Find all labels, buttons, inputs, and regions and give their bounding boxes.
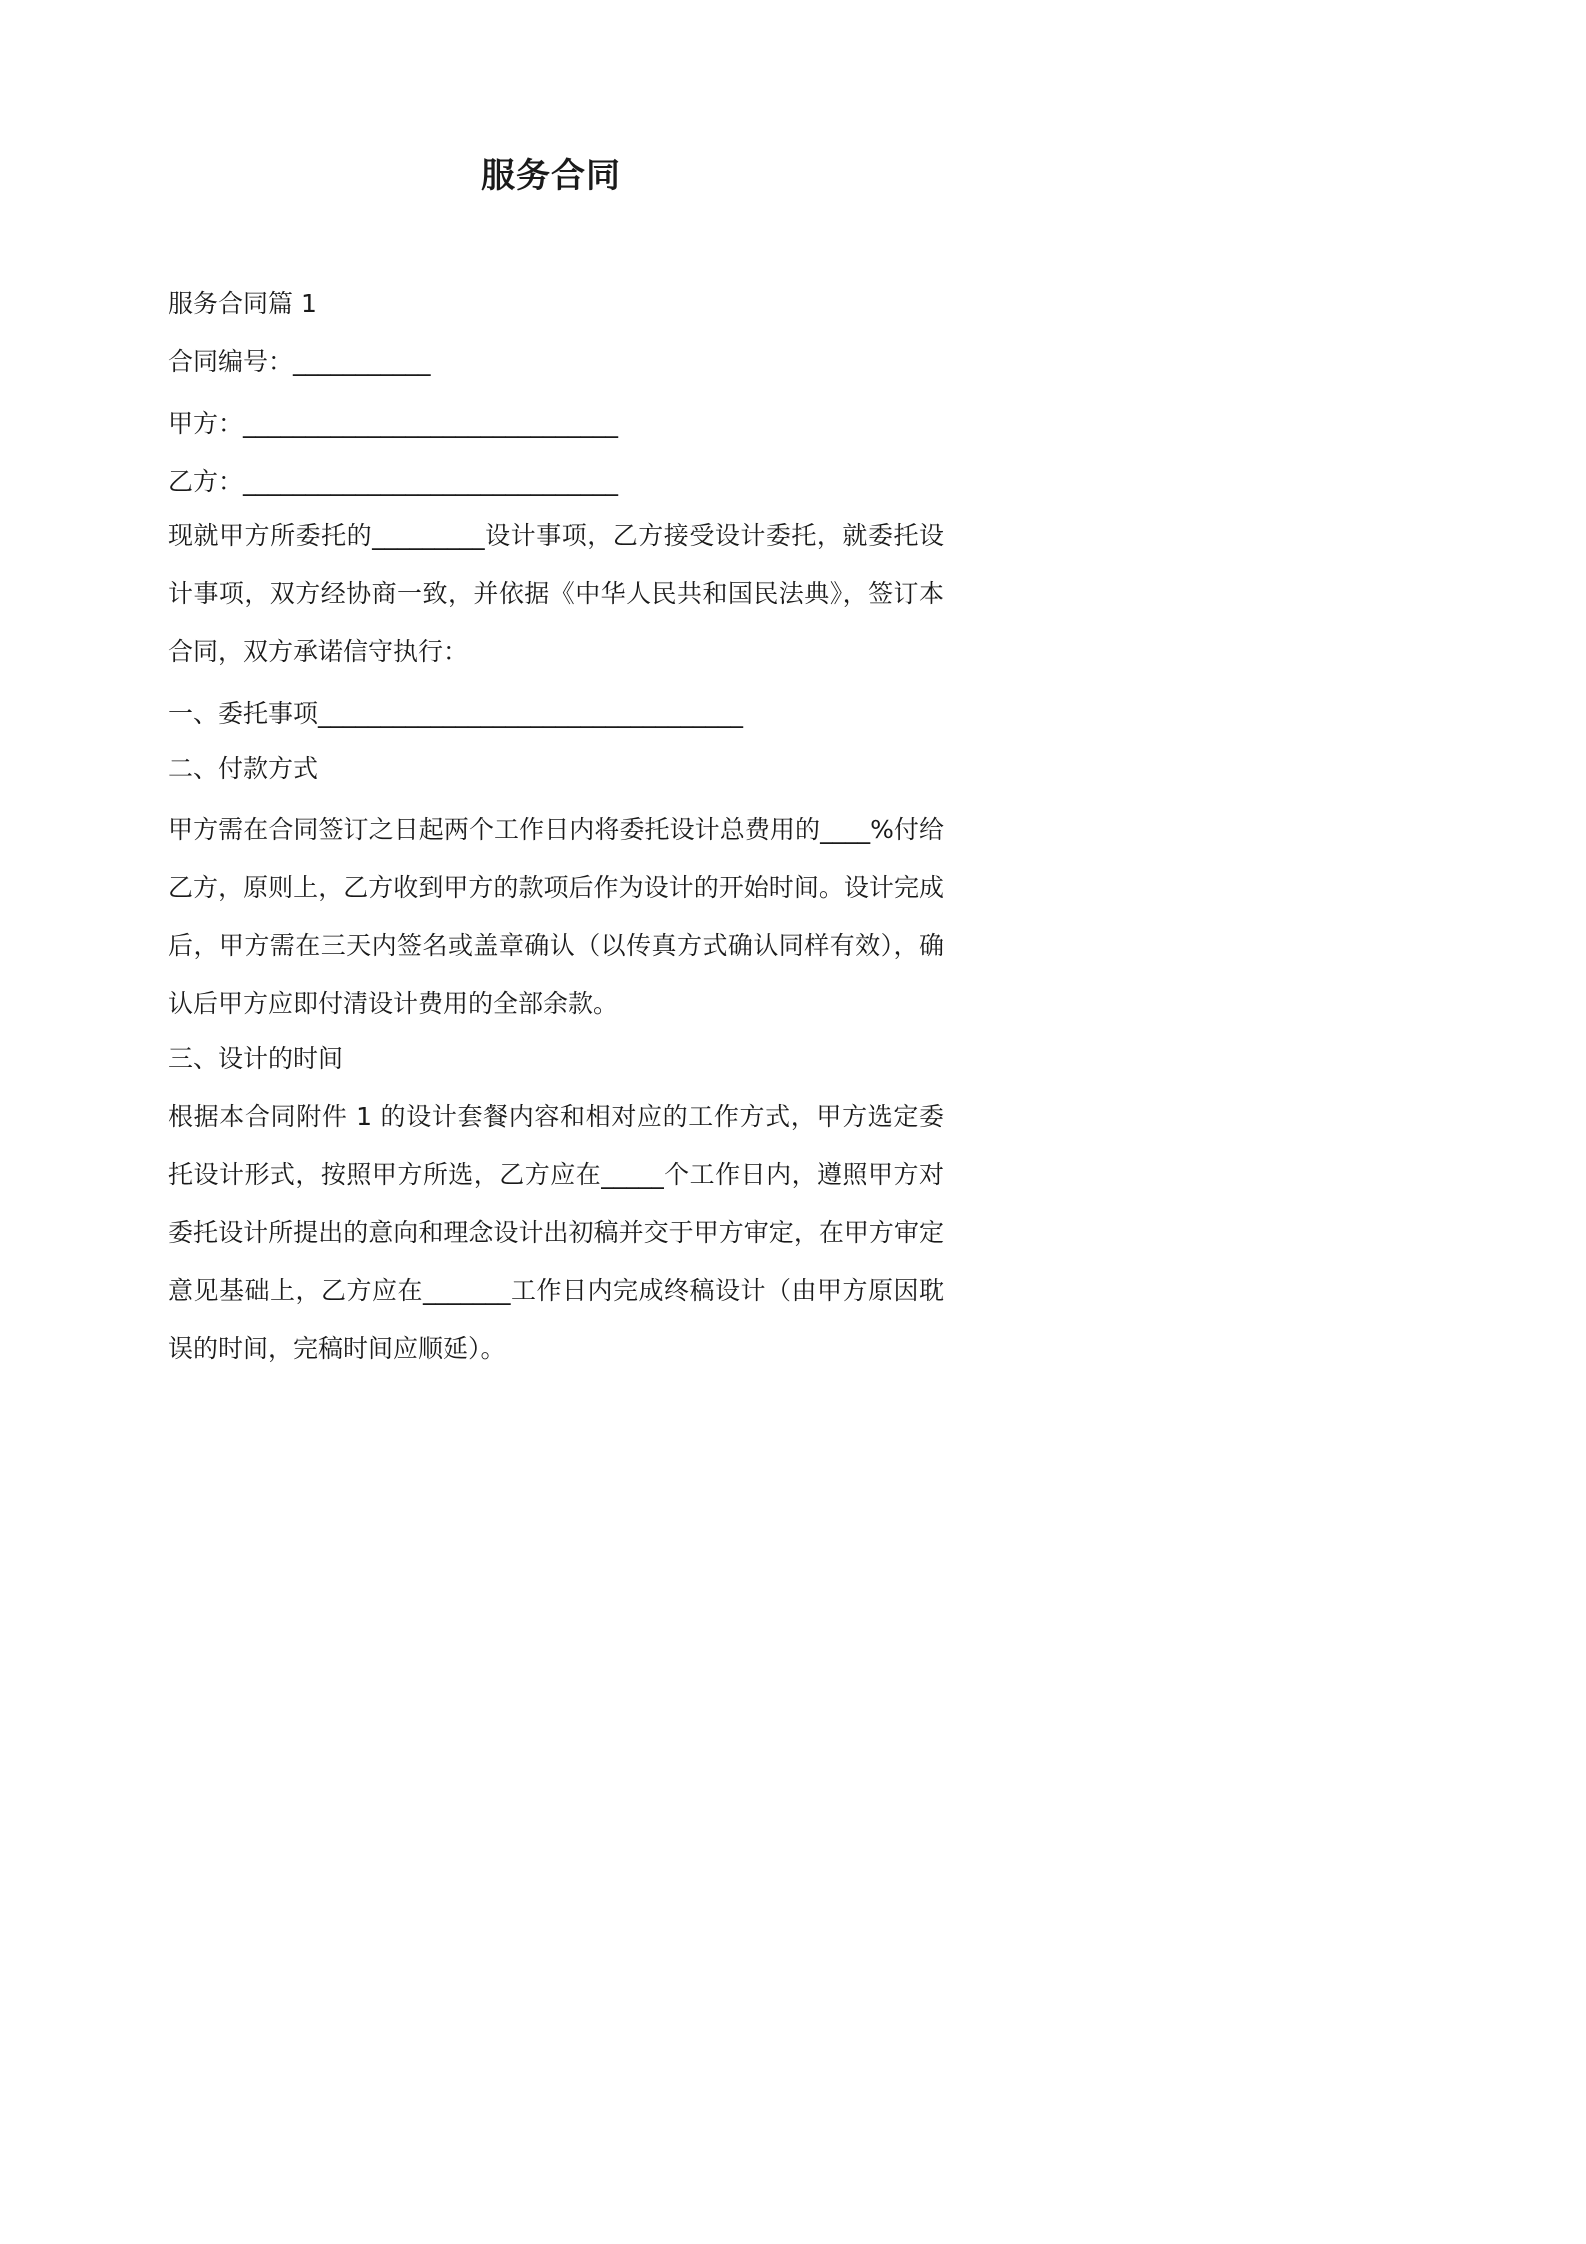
clause-1-heading: 一、委托事项__________________________________ <box>168 699 744 728</box>
clause-3-heading: 三、设计的时间 <box>168 1044 344 1073</box>
document-title: 服务合同 <box>481 156 621 196</box>
party-a-line: 甲方：______________________________ <box>168 409 619 438</box>
clause-3-paragraph: 根据本合同附件 1 的设计套餐内容和相对应的工作方式，甲方选定委托设计形式，按照甲方所选，乙方应在_____个工作日内，遵照甲方对委托设计所提出的意向和理念设计出初稿并交于甲方审定，在甲方审定意见基础上，乙方应在_______工作日内完成终稿设计（由甲方原因耽误的时间，完稿时间应顺延）。 <box>168 1102 944 1363</box>
clause-2-paragraph: 甲方需在合同签订之日起两个工作日内将委托设计总费用的____%付给乙方，原则上，乙方收到甲方的款项后作为设计的开始时间。设计完成后，甲方需在三天内签名或盖章确认（以传真方式确认同样有效），确认后甲方应即付清设计费用的全部余款。 <box>168 815 944 1018</box>
contract-number-line: 合同编号：___________ <box>168 347 431 376</box>
clause-2-heading: 二、付款方式 <box>168 754 319 783</box>
document-page <box>0 0 1102 1559</box>
preamble-paragraph: 现就甲方所委托的_________设计事项，乙方接受设计委托，就委托设计事项，双方经协商一致，并依据《中华人民共和国民法典》，签订本合同，双方承诺信守执行： <box>168 521 944 666</box>
party-b-line: 乙方：______________________________ <box>168 467 619 496</box>
section-heading: 服务合同篇 1 <box>168 289 317 318</box>
